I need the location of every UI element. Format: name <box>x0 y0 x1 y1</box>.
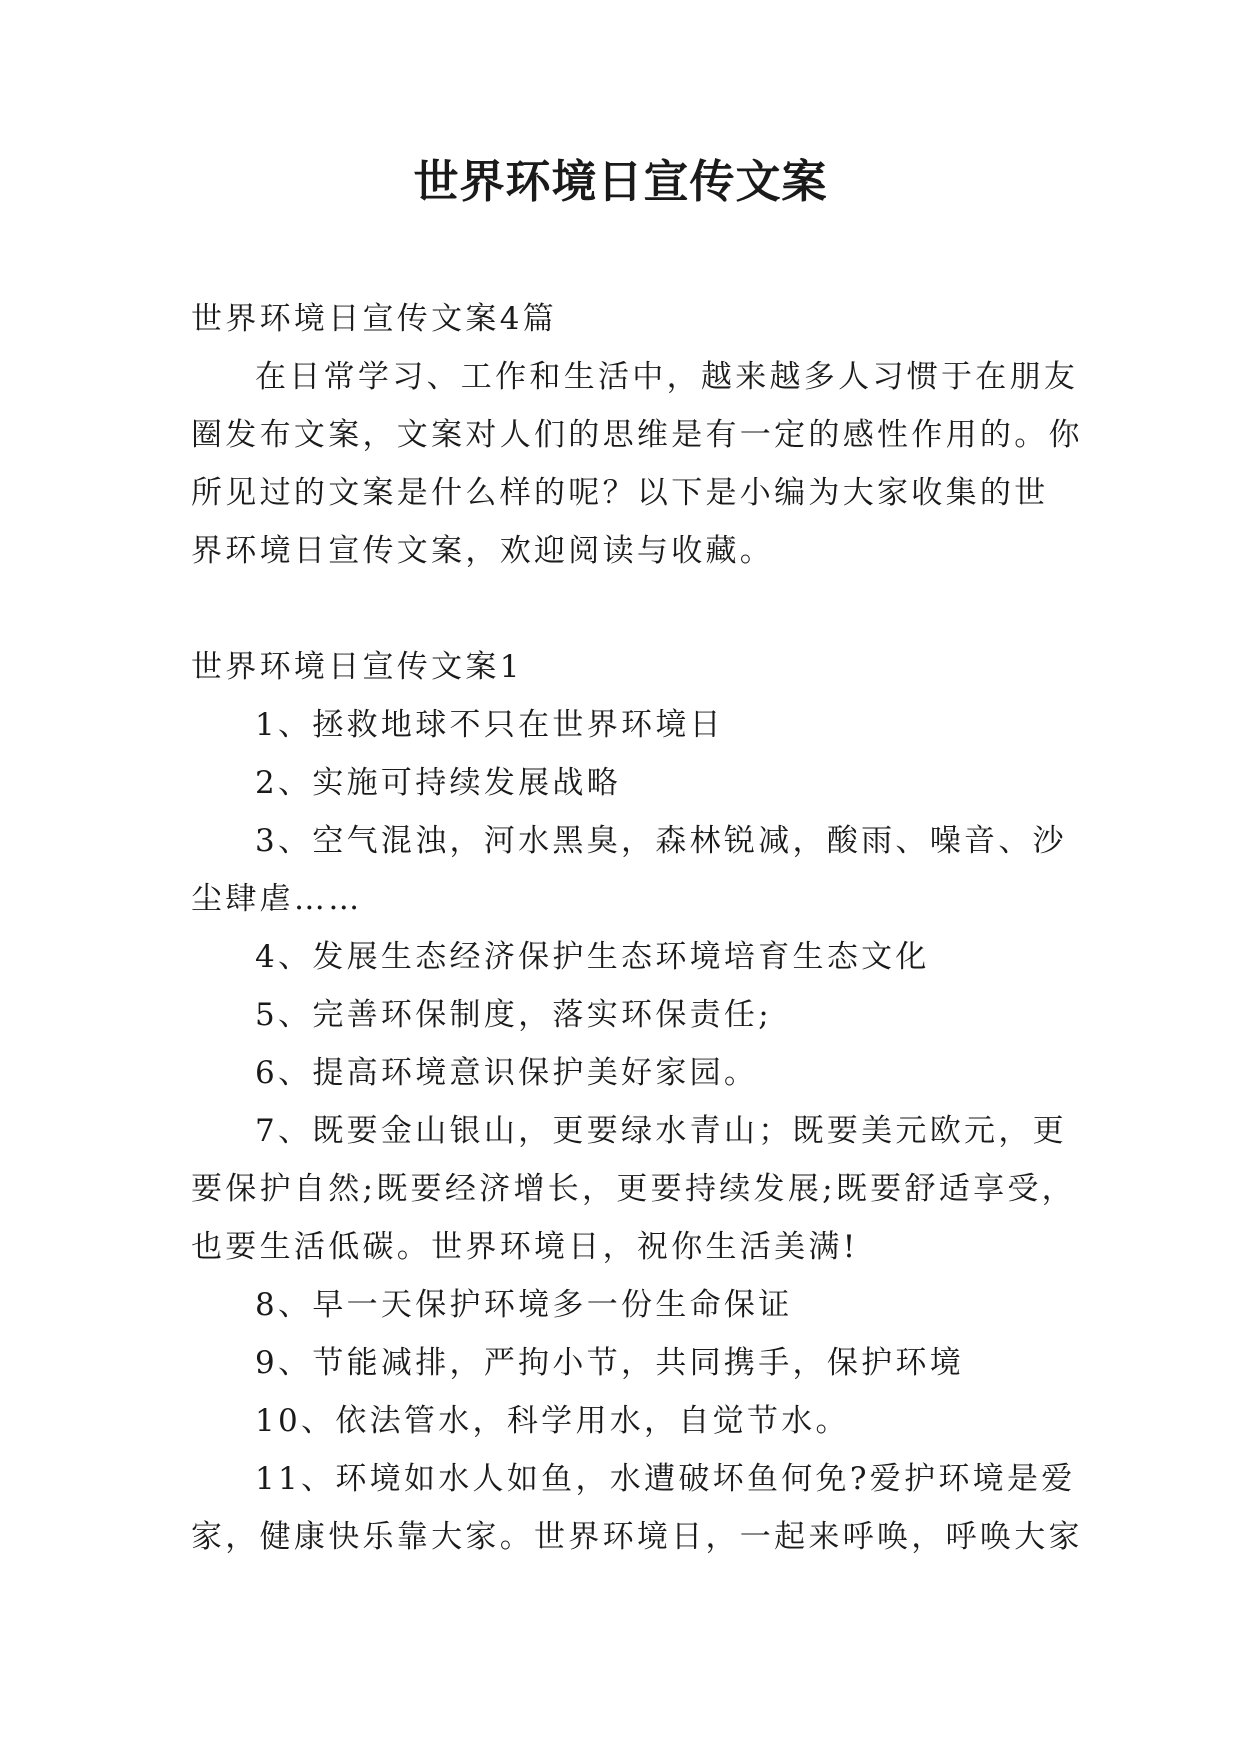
list-item: 9、节能减排，严拘小节，共同携手，保护环境 <box>255 1345 965 1381</box>
list-item: 4、发展生态经济保护生态环境培育生态文化 <box>255 939 930 975</box>
list-item-continuation: 也要生活低碳。世界环境日，祝你生活美满! <box>191 1229 859 1265</box>
blank-line <box>191 580 1053 638</box>
list-item: 3、空气混浊，河水黑臭，森林锐减，酸雨、噪音、沙 <box>255 823 1067 859</box>
paragraph-line: 所见过的文案是什么样的呢？以下是小编为大家收集的世 <box>191 475 1049 511</box>
list-item: 2、实施可持续发展战略 <box>255 765 622 801</box>
subtitle-line: 世界环境日宣传文案4篇 <box>191 301 558 337</box>
list-item: 1、拯救地球不只在世界环境日 <box>255 707 724 743</box>
list-item: 10、依法管水，科学用水，自觉节水。 <box>255 1403 850 1439</box>
list-item-continuation: 家，健康快乐靠大家。世界环境日，一起来呼唤，呼唤大家 <box>191 1519 1083 1555</box>
section-heading: 世界环境日宣传文案1 <box>191 649 523 685</box>
list-item: 11、环境如水人如鱼，水遭破坏鱼何免?爱护环境是爱 <box>255 1461 1076 1497</box>
list-item: 7、既要金山银山，更要绿水青山；既要美元欧元，更 <box>255 1113 1067 1149</box>
paragraph-line: 界环境日宣传文案，欢迎阅读与收藏。 <box>191 533 775 569</box>
list-item: 5、完善环保制度，落实环保责任; <box>255 997 772 1033</box>
list-item-continuation: 尘肆虐…… <box>191 881 363 917</box>
list-item-continuation: 要保护自然;既要经济增长，更要持续发展;既要舒适享受， <box>191 1171 1076 1207</box>
document-body <box>191 290 1083 1566</box>
list-item: 8、早一天保护环境多一份生命保证 <box>255 1287 793 1323</box>
paragraph-line: 在日常学习、工作和生活中，越来越多人习惯于在朋友 <box>255 359 1079 395</box>
list-item: 6、提高环境意识保护美好家园。 <box>255 1055 759 1091</box>
document-title: 世界环境日宣传文案 <box>413 155 828 208</box>
paragraph-line: 圈发布文案，文案对人们的思维是有一定的感性作用的。你 <box>191 417 1083 453</box>
